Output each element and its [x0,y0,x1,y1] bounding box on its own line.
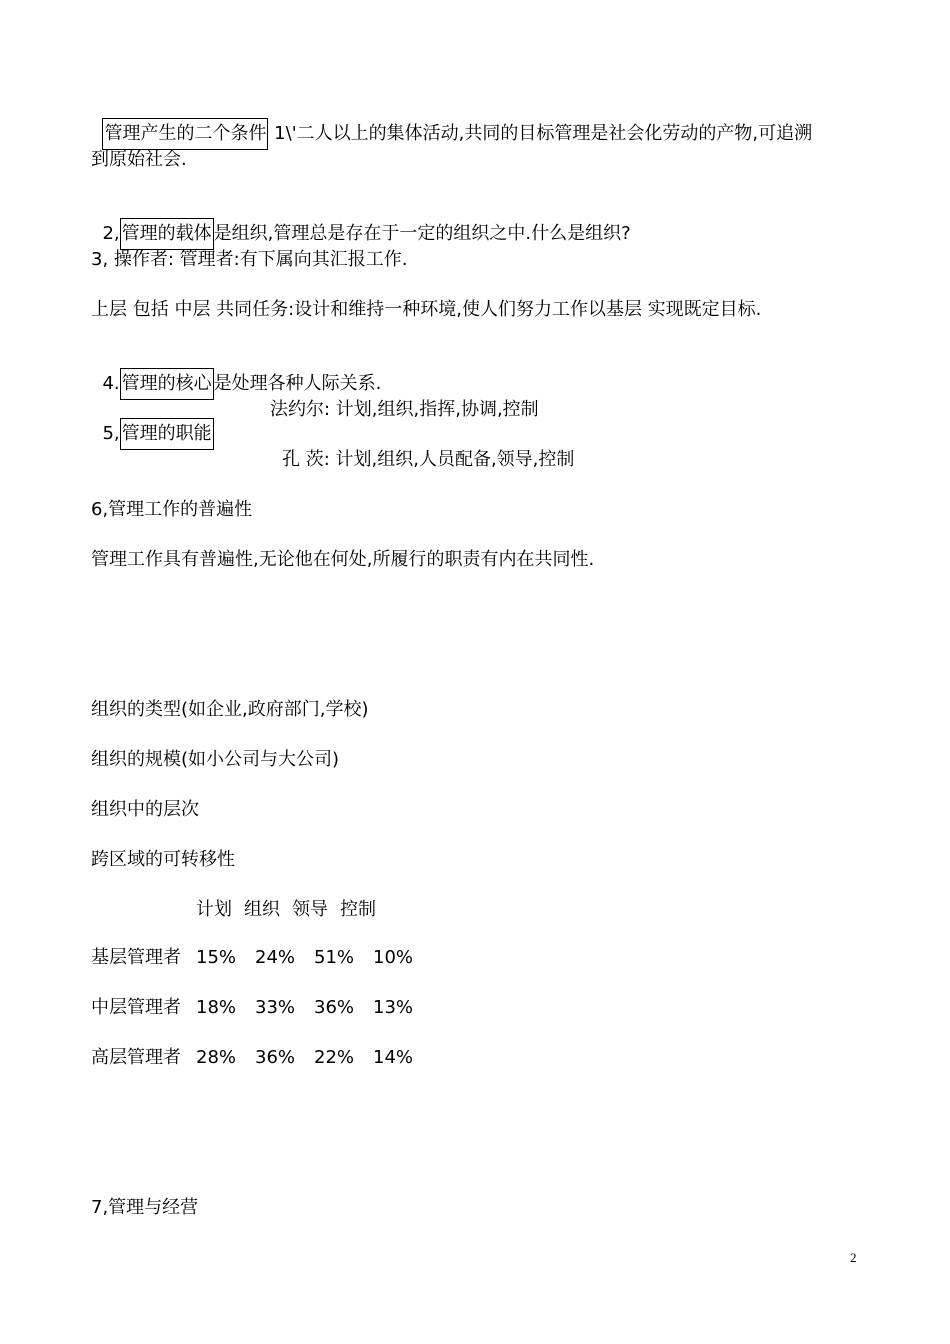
paragraph-carrier [91,198,631,246]
org-list-item: 组织的类型(如企业,政府部门,学校) [91,699,369,720]
table-cell: 18% [196,997,237,1018]
paragraph-operator: 3, 操作者: 管理者:有下属向其汇报工作. [91,249,408,270]
table-header: 领导 [292,899,328,920]
carrier-text: 是组织,管理总是存在于一定的组织之中.什么是组织? [213,223,631,244]
paragraph-functions [91,398,214,446]
koontz-functions: 孔 茨: 计划,组织,人员配备,领导,控制 [282,449,575,470]
boxed-term-conditions: 管理产生的二个条件 [102,118,268,150]
item-number: 2, [102,223,120,244]
conditions-text: 1\'二人以上的集体活动,共同的目标管理是社会化劳动的产物,可追溯 [268,123,813,144]
paragraph-core [91,348,381,396]
fayol-functions: 法约尔: 计划,组织,指挥,协调,控制 [270,399,539,420]
paragraph-levels: 上层 包括 中层 共同任务:设计和维持一种环境,使人们努力工作以基层 实现既定目标. [91,299,762,320]
row-label: 基层管理者 [91,947,181,968]
table-cell: 14% [373,1047,414,1068]
org-list-item: 跨区域的可转移性 [91,849,235,870]
org-list-item: 组织中的层次 [91,799,199,820]
paragraph-universality-desc: 管理工作具有普遍性,无论他在何处,所履行的职责有内在共同性. [91,549,595,570]
table-cell: 51% [314,947,355,968]
paragraph-conditions-cont: 到原始社会. [91,149,187,170]
page-number: 2 [850,1250,857,1265]
table-header: 组织 [244,899,280,920]
table-cell: 13% [373,997,414,1018]
core-text: 是处理各种人际关系. [213,373,382,394]
org-list-item: 组织的规模(如小公司与大公司) [91,749,340,770]
table-cell: 15% [196,947,237,968]
boxed-term-carrier: 管理的载体 [120,218,214,250]
paragraph-universality: 6,管理工作的普遍性 [91,499,253,520]
table-cell: 36% [255,1047,296,1068]
row-label: 中层管理者 [91,997,181,1018]
boxed-term-functions: 管理的职能 [120,418,214,450]
table-cell: 33% [255,997,296,1018]
table-header: 控制 [340,899,376,920]
table-cell: 22% [314,1047,355,1068]
item-number: 4. [102,373,120,394]
paragraph-management-operation: 7,管理与经营 [91,1197,199,1218]
paragraph-conditions [91,98,812,146]
table-cell: 24% [255,947,296,968]
row-label: 高层管理者 [91,1047,181,1068]
table-cell: 10% [373,947,414,968]
table-header: 计划 [196,899,232,920]
table-cell: 28% [196,1047,237,1068]
boxed-term-core: 管理的核心 [120,368,214,400]
item-number: 5, [102,423,120,444]
table-cell: 36% [314,997,355,1018]
